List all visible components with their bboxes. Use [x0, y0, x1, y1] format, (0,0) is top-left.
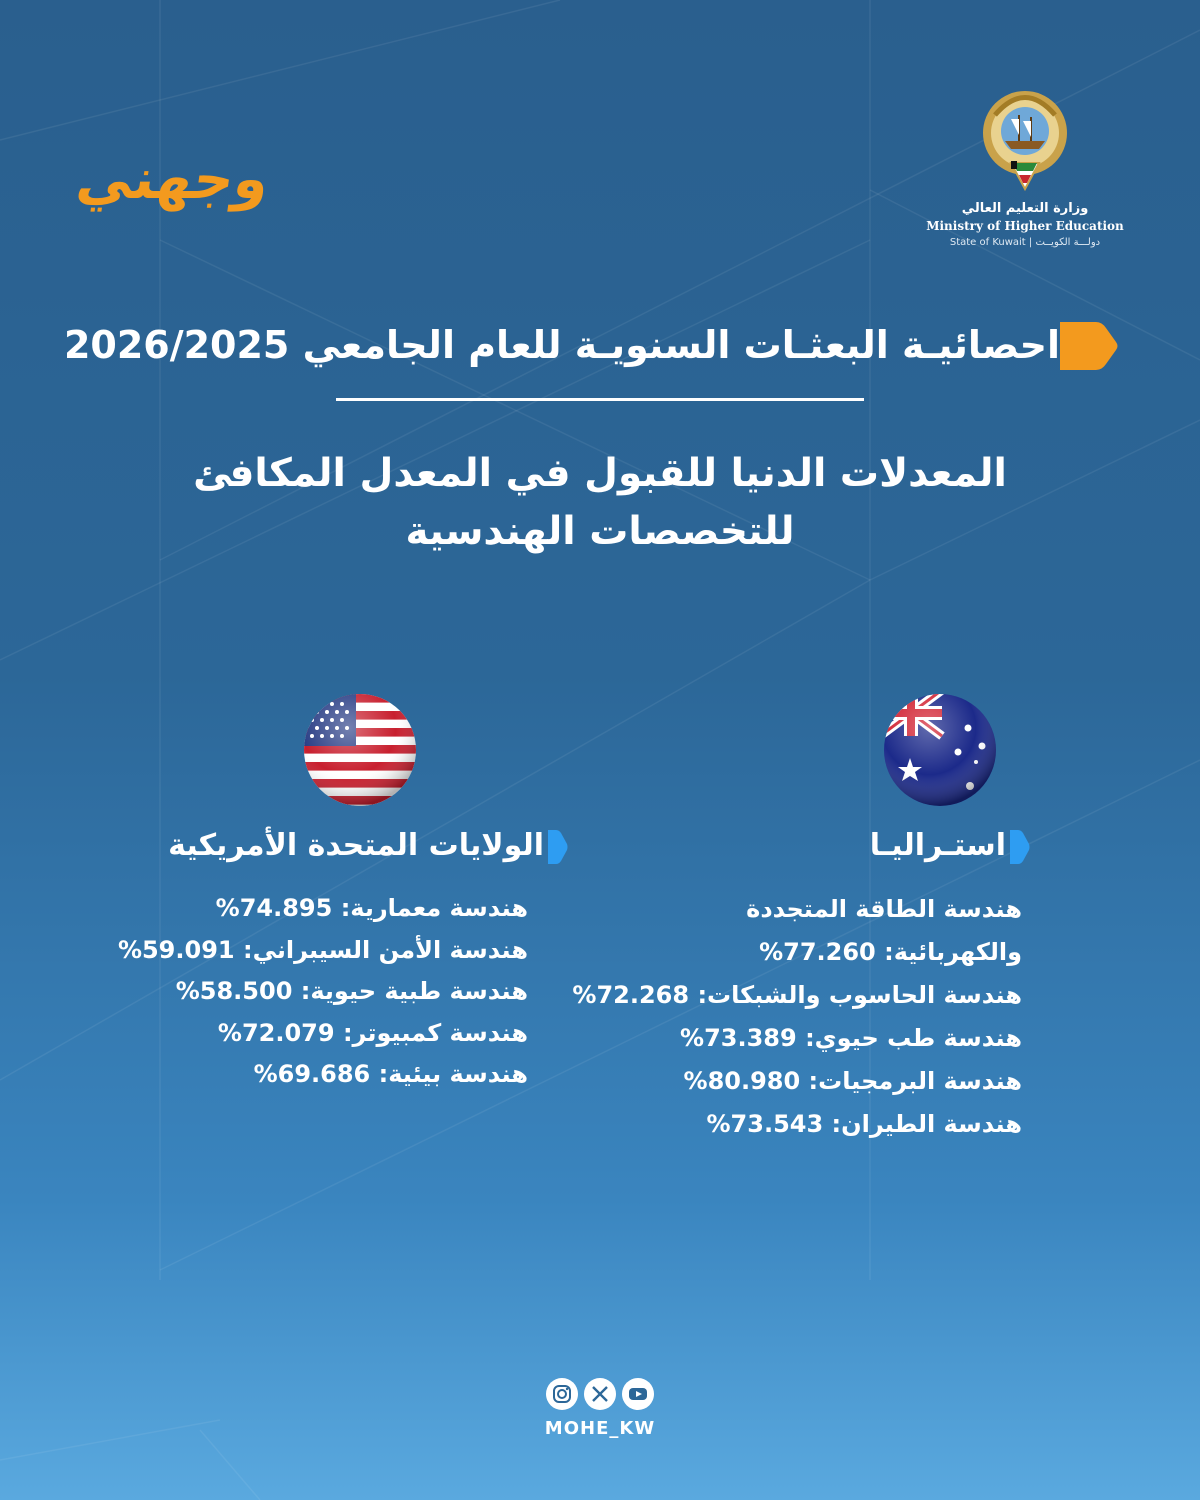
- state-en: State of Kuwait: [949, 237, 1026, 248]
- kuwait-emblem-icon: [975, 85, 1075, 195]
- ministry-logo-block: [920, 85, 1130, 248]
- usa-flag-icon: [300, 690, 420, 810]
- list-item: هندسة بيئية: 69.686%: [253, 1060, 528, 1088]
- blue-marker-icon: [548, 830, 568, 864]
- x-icon[interactable]: [584, 1378, 616, 1410]
- list-item: هندسة طب حيوي: 73.389%: [680, 1024, 1022, 1052]
- country-heading-usa: [168, 826, 568, 866]
- state-separator: |: [1028, 237, 1033, 248]
- usa-list: [118, 888, 528, 1096]
- blue-marker-icon: [1010, 830, 1030, 864]
- list-item: هندسة الطيران: 73.543%: [706, 1110, 1022, 1138]
- brand-logo: وجهني: [72, 147, 274, 212]
- list-item: هندسة طبية حيوية: 58.500%: [175, 977, 528, 1005]
- list-item: هندسة الأمن السيبراني: 59.091%: [117, 935, 528, 964]
- country-heading-australia: [870, 826, 1030, 866]
- australia-list: [572, 888, 1022, 1146]
- list-item: هندسة البرمجيات: 80.980%: [683, 1067, 1022, 1095]
- state-ar: دولـــة الكويــت: [1035, 237, 1101, 248]
- social-icons: [546, 1378, 654, 1410]
- list-item: هندسة كمبيوتر: 72.079%: [217, 1018, 528, 1047]
- instagram-icon[interactable]: [546, 1378, 578, 1410]
- page-title: احصائيـة البعثـات السنويـة للعام الجامعي 2026/2025: [63, 323, 1060, 367]
- subtitle-line-2: للتخصصات الهندسية: [405, 509, 795, 554]
- title-divider: [336, 398, 864, 401]
- list-item: والكهربائية: 77.260%: [759, 938, 1022, 966]
- australia-flag-icon: [880, 690, 1000, 810]
- title-row: [63, 316, 1120, 376]
- orange-marker-icon: [1050, 316, 1120, 376]
- ministry-name-ar: وزارة التعليم العالي: [961, 201, 1089, 216]
- list-item: هندسة الحاسوب والشبكات: 72.268%: [572, 981, 1022, 1009]
- subtitle-line-1: المعدلات الدنيا للقبول في المعدل المكافئ: [193, 451, 1007, 496]
- list-item: هندسة معمارية: 74.895%: [215, 894, 528, 922]
- subtitle: [150, 445, 1050, 561]
- social-footer: [0, 1378, 1200, 1439]
- social-handle[interactable]: MOHE_KW: [544, 1418, 656, 1439]
- usa-name: الولايات المتحدة الأمريكية: [168, 828, 544, 863]
- youtube-icon[interactable]: [622, 1378, 654, 1410]
- australia-name: استـراليـا: [869, 828, 1006, 863]
- ministry-state: [920, 237, 1130, 248]
- list-item: هندسة الطاقة المتجددة: [746, 895, 1022, 923]
- ministry-name-en: Ministry of Higher Education: [926, 219, 1124, 233]
